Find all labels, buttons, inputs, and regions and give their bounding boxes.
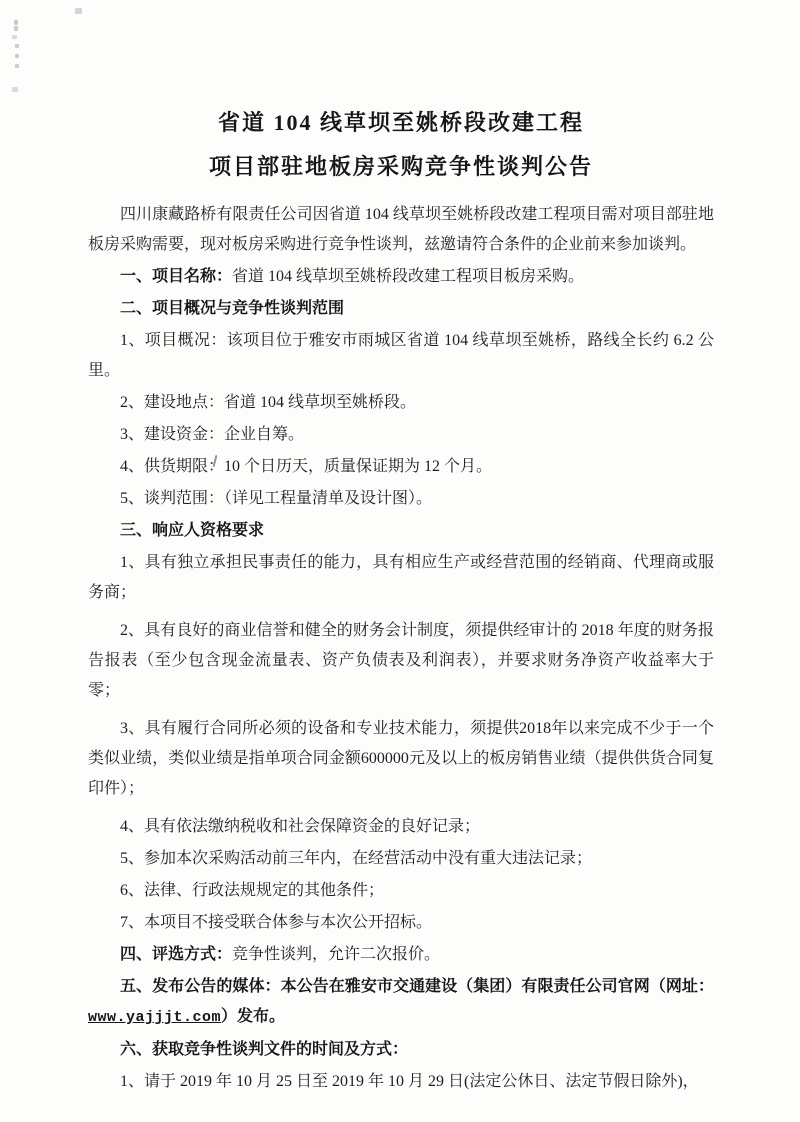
item-announcement-media-suffix: ）发布。 bbox=[221, 1008, 286, 1025]
section3-item-no-violations: 5、参加本次采购活动前三年内，在经营活动中没有重大违法记录； bbox=[120, 850, 593, 867]
item-selection-method-text: 竞争性谈判，允许二次报价。 bbox=[232, 946, 441, 963]
scan-artifact bbox=[75, 8, 82, 14]
item-project-name-text: 省道 104 线草坝至姚桥段改建工程项目板房采购。 bbox=[232, 268, 585, 285]
scan-artifact bbox=[15, 64, 19, 68]
document-title-line2: 项目部驻地板房采购竞争性谈判公告 bbox=[208, 154, 593, 179]
item-project-name-label: 一、项目名称： bbox=[120, 268, 233, 285]
section2-item-funding: 3、建设资金：企业自筹。 bbox=[120, 426, 305, 443]
scan-artifact bbox=[12, 35, 17, 39]
section2-item-delivery-period: 4、供货期限：10 个日历天，质量保证期为 12 个月。 bbox=[120, 458, 493, 475]
section2-heading: 二、项目概况与竞争性谈判范围 bbox=[120, 300, 345, 317]
section6-heading: 六、获取竞争性谈判文件的时间及方式： bbox=[120, 1041, 409, 1058]
section2-item-overview: 1、项目概况：该项目位于雅安市雨城区省道 104 线草坝至姚桥，路线全长约 6.2 公里。 bbox=[88, 332, 714, 379]
section3-item-other-conditions: 6、法律、行政法规规定的其他条件； bbox=[120, 882, 385, 899]
section3-item-financial-reports: 2、具有良好的商业信誉和健全的财务会计制度，须提供经审计的 2018 年度的财务报告报表（至少包含现金流量表、资产负债表及利润表），并要求财务净资产收益率大于零； bbox=[88, 622, 714, 699]
website-url: www.yajjjt.com bbox=[88, 1009, 222, 1026]
intro-paragraph: 四川康藏路桥有限责任公司因省道 104 线草坝至姚桥段改建工程项目需对项目部驻地板房采购需要，现对板房采购进行竞争性谈判，兹邀请符合条件的企业前来参加谈判。 bbox=[88, 206, 714, 253]
section3-item-civil-liability: 1、具有独立承担民事责任的能力，具有相应生产或经营范围的经销商、代理商或服务商； bbox=[88, 554, 714, 601]
scan-artifact bbox=[14, 26, 18, 31]
section2-item-scope: 5、谈判范围：（详见工程量清单及设计图）。 bbox=[120, 490, 433, 507]
section6-item-document-period: 1、请于 2019 年 10 月 25 日至 2019 年 10 月 29 日(法定公休日、法定节假日除外)， bbox=[120, 1073, 699, 1090]
section3-item-tax-record: 4、具有依法缴纳税收和社会保障资金的良好记录； bbox=[120, 818, 481, 835]
section3-heading: 三、响应人资格要求 bbox=[120, 522, 265, 539]
scan-artifact bbox=[15, 54, 19, 58]
section3-item-performance-record: 3、具有履行合同所必须的设备和专业技术能力，须提供2018年以来完成不少于一个类似业绩，类似业绩是指单项合同金额600000元及以上的板房销售业绩（提供供货合同复印件）； bbox=[88, 720, 714, 797]
item-selection-method bbox=[88, 940, 714, 970]
item-announcement-media bbox=[88, 972, 714, 1033]
scan-artifact bbox=[15, 44, 19, 48]
item-project-name bbox=[88, 262, 714, 292]
item-announcement-media-text: 本公告在雅安市交通建设（集团）有限责任公司官网（网址： bbox=[280, 978, 714, 995]
document-body bbox=[88, 106, 714, 1099]
document-title-line1: 省道 104 线草坝至姚桥段改建工程 bbox=[217, 110, 584, 135]
section3-item-no-consortium: 7、本项目不接受联合体参与本次公开招标。 bbox=[120, 914, 433, 931]
section2-item-location: 2、建设地点：省道 104 线草坝至姚桥段。 bbox=[120, 394, 417, 411]
scan-artifact bbox=[12, 87, 18, 92]
scan-artifact bbox=[14, 20, 18, 25]
item-selection-method-label: 四、评选方式： bbox=[120, 946, 233, 963]
item-announcement-media-label: 五、发布公告的媒体： bbox=[120, 978, 281, 995]
